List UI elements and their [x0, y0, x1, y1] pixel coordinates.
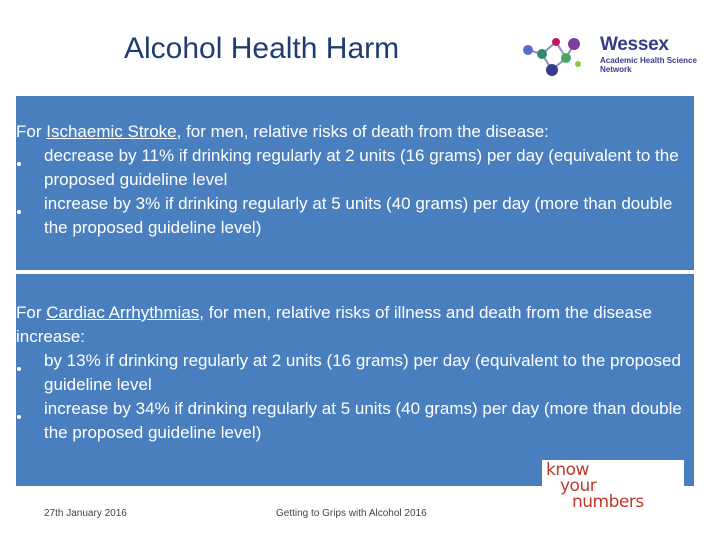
bullet-list [16, 349, 688, 445]
bullet-item: decrease by 11% if drinking regularly at 2 units (16 grams) per day (equivalent to the proposed guideline level [16, 144, 688, 192]
ischaemic-stroke-panel [16, 96, 694, 270]
intro-prefix: For [16, 303, 47, 322]
bullet-item: increase by 34% if drinking regularly at 5 units (40 grams) per day (more than double the proposed guideline level) [16, 397, 688, 445]
panel-intro [16, 120, 688, 144]
bullet-item: by 13% if drinking regularly at 2 units (16 grams) per day (equivalent to the proposed guideline level [16, 349, 688, 397]
badge-line: know [546, 460, 589, 480]
intro-suffix: , for men, relative risks of death from the disease: [176, 122, 549, 141]
network-dots-logo-icon [516, 24, 596, 84]
logo-subtitle: Academic Health Science Network [600, 56, 697, 74]
panel-intro [16, 301, 688, 349]
intro-suffix: , for men, relative risks of illness and death from the disease increase: [16, 303, 652, 346]
cardiac-arrhythmias-panel [16, 274, 694, 486]
know-your-numbers-badge [542, 460, 684, 516]
wessex-ahsn-logo [516, 24, 716, 84]
bullet-list [16, 144, 688, 240]
badge-line: numbers [572, 492, 644, 512]
condition-name: Cardiac Arrhythmias [46, 303, 200, 322]
badge-line: your [560, 476, 597, 496]
intro-prefix: For [16, 122, 47, 141]
footer-event: Getting to Grips with Alcohol 2016 [276, 508, 427, 519]
slide-title: Alcohol Health Harm [124, 32, 400, 65]
condition-name: Ischaemic Stroke [46, 122, 177, 141]
footer-date: 27th January 2016 [44, 508, 127, 519]
bullet-item: increase by 3% if drinking regularly at 5 units (40 grams) per day (more than double the proposed guideline level) [16, 192, 688, 240]
logo-name: Wessex [600, 34, 669, 55]
